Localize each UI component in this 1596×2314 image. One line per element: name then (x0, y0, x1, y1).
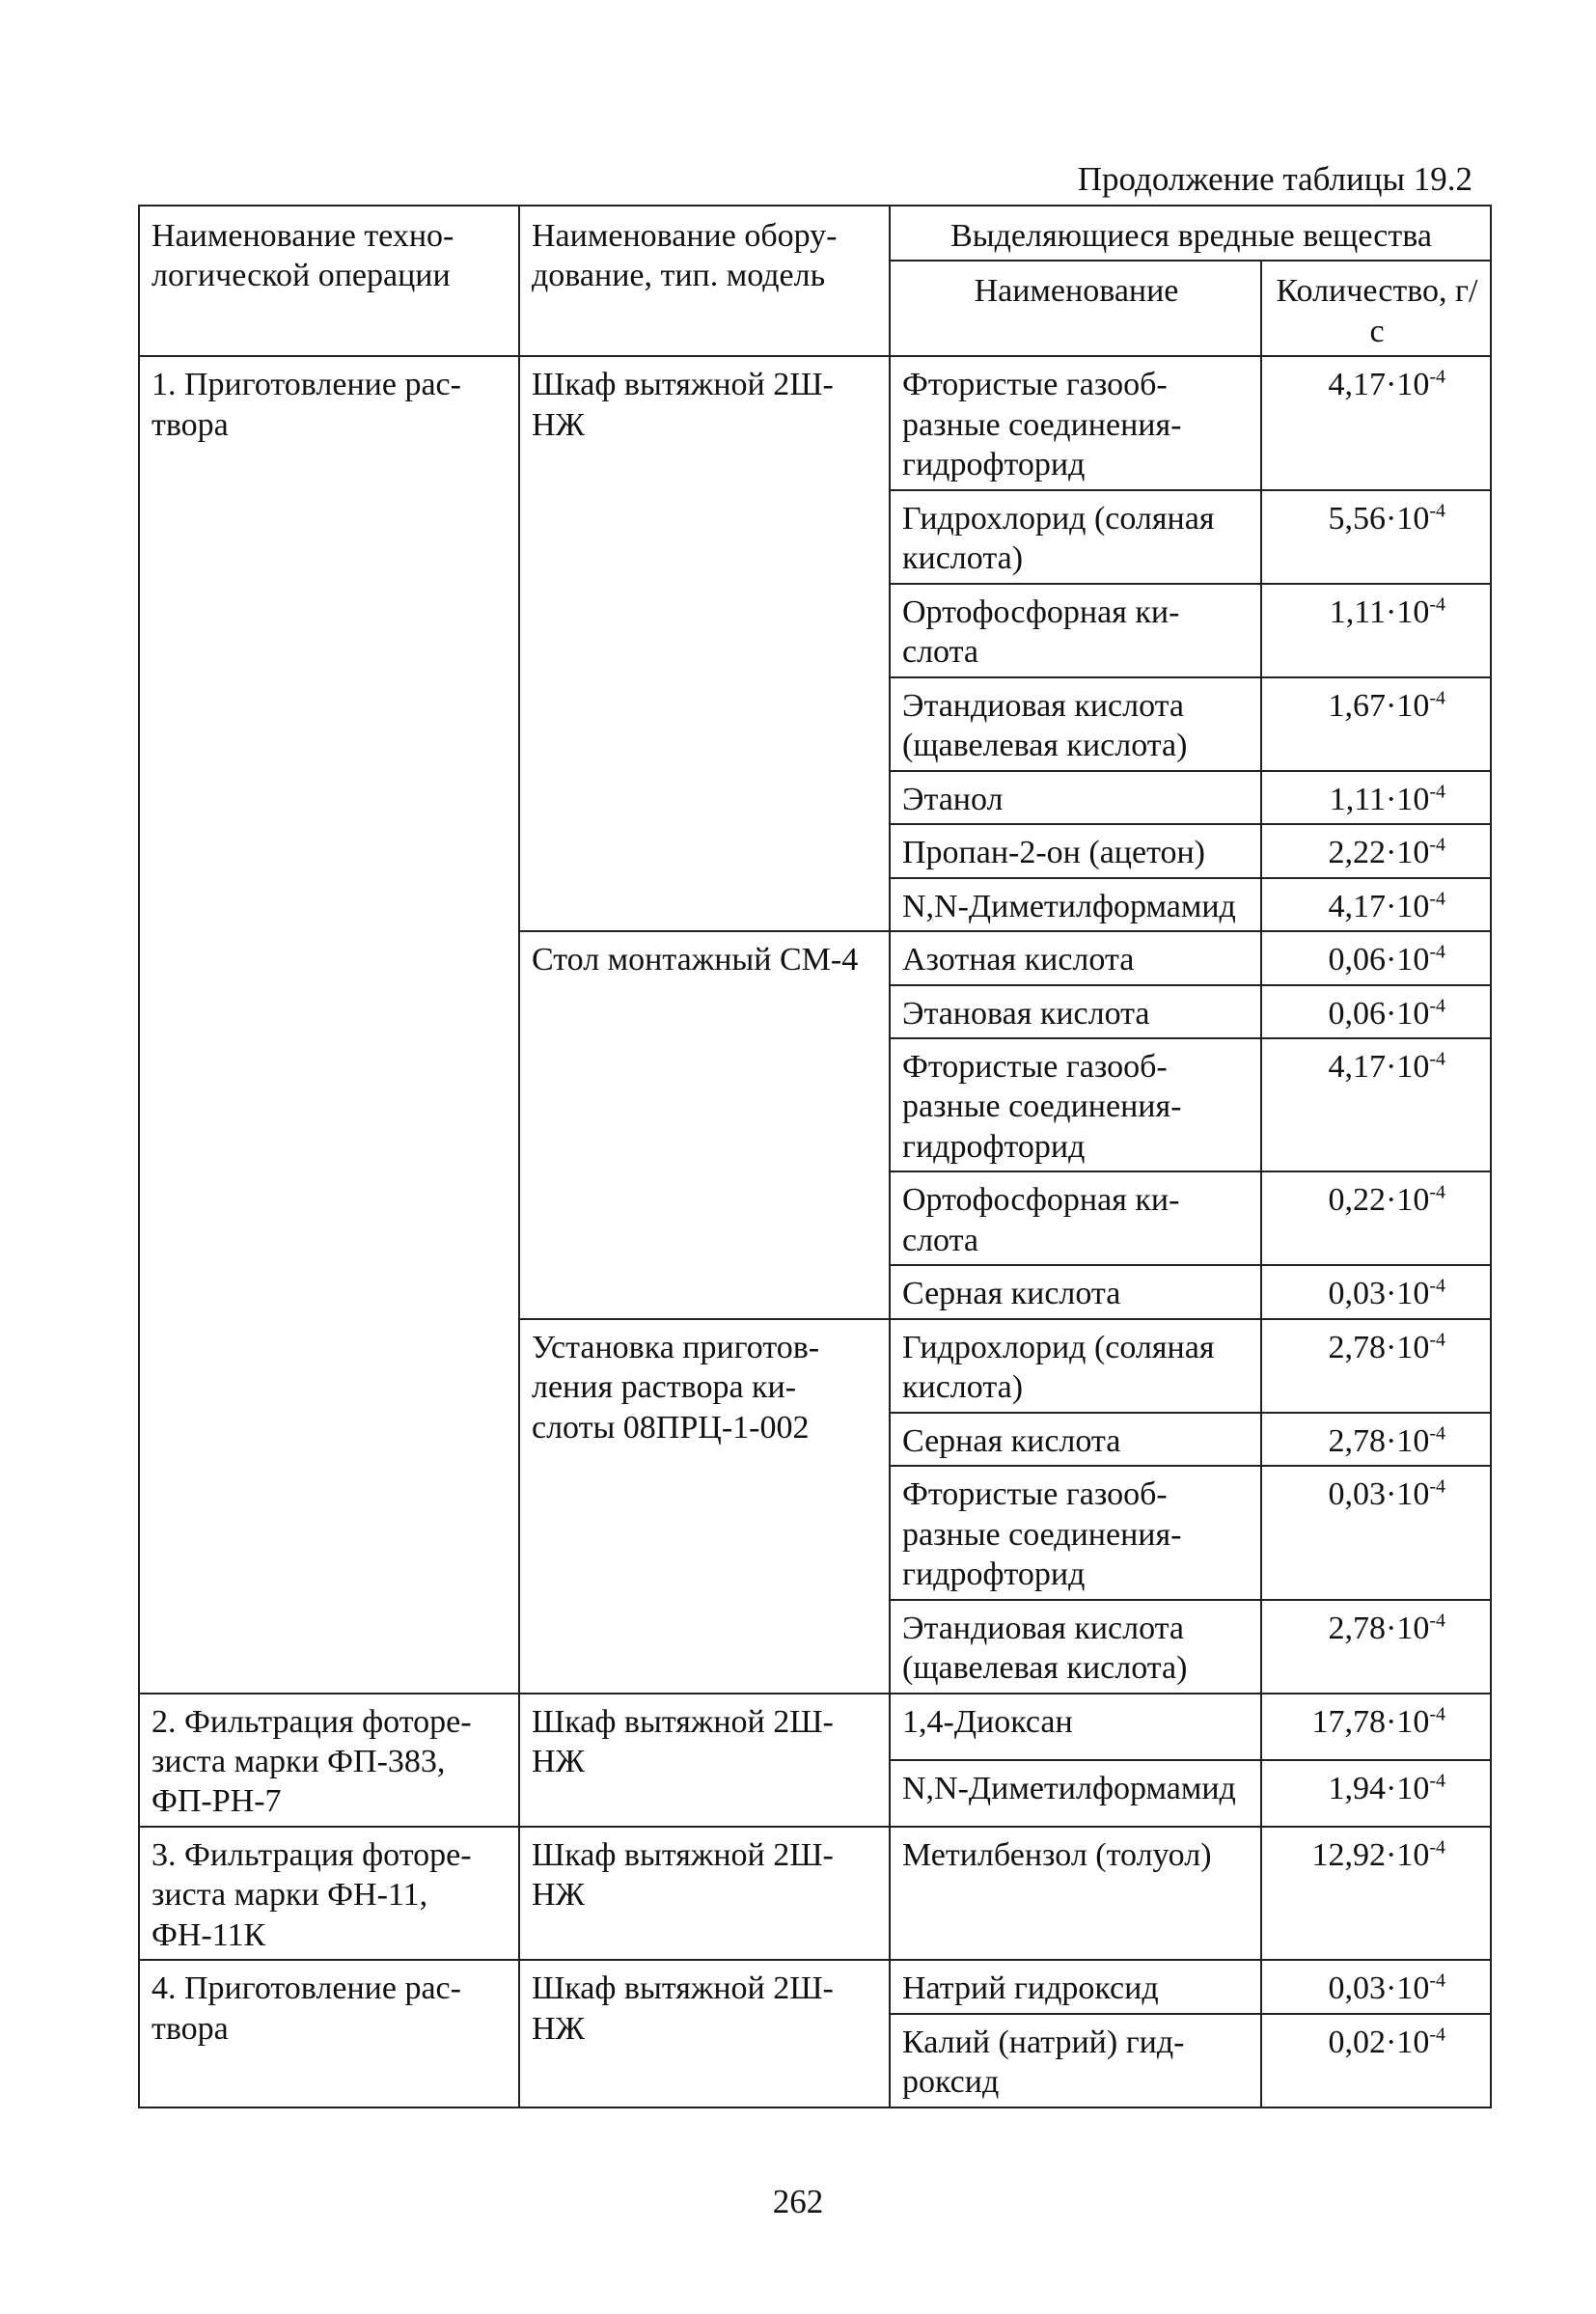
substance-cell: Этановая кислота (890, 985, 1261, 1038)
quantity-cell (1261, 931, 1491, 984)
quantity-cell (1261, 1694, 1491, 1760)
quantity-cell (1261, 1413, 1491, 1466)
quantity-base: 10 (1396, 2024, 1430, 2060)
table-row (139, 356, 1491, 489)
quantity-mantissa: 2,22 (1328, 835, 1387, 871)
multiply-dot: · (1386, 835, 1397, 871)
quantity-base: 10 (1396, 781, 1430, 817)
substance-cell: Фтористые газооб-разные соединения-гидрофторид (890, 1038, 1261, 1171)
multiply-dot: · (1386, 1182, 1397, 1219)
emissions-table (138, 205, 1492, 2108)
quantity-mantissa: 2,78 (1328, 1610, 1387, 1646)
quantity-base: 10 (1396, 687, 1430, 724)
quantity-cell (1261, 1038, 1491, 1171)
table-header (139, 206, 1491, 356)
substance-cell: Ортофосфорная ки-слота (890, 1171, 1261, 1265)
quantity-mantissa: 4,17 (1328, 1048, 1387, 1085)
quantity-mantissa: 0,03 (1328, 1970, 1387, 2007)
quantity-exponent: -4 (1429, 1329, 1446, 1351)
substance-cell: Азотная кислота (890, 931, 1261, 984)
substance-cell: Метилбензол (толуол) (890, 1827, 1261, 1960)
quantity-cell (1261, 1466, 1491, 1599)
quantity-exponent: -4 (1429, 1275, 1446, 1297)
table-row (139, 1960, 1491, 2013)
substance-cell: Калий (натрий) гид-роксид (890, 2014, 1261, 2107)
multiply-dot: · (1386, 500, 1397, 537)
multiply-dot: · (1386, 1770, 1397, 1806)
quantity-base: 10 (1396, 1610, 1430, 1646)
substance-cell: Этандиовая кислота (щавелевая кислота) (890, 677, 1261, 771)
page-number: 262 (772, 2183, 824, 2220)
substance-cell: Гидрохлорид (соляная кислота) (890, 490, 1261, 584)
substance-cell: Серная кислота (890, 1413, 1261, 1466)
quantity-base: 10 (1396, 593, 1430, 630)
multiply-dot: · (1386, 995, 1397, 1032)
quantity-mantissa: 0,22 (1328, 1182, 1387, 1219)
quantity-base: 10 (1396, 888, 1430, 924)
quantity-exponent: -4 (1429, 1182, 1446, 1204)
quantity-base: 10 (1396, 500, 1430, 537)
quantity-mantissa: 0,06 (1328, 942, 1387, 978)
quantity-base: 10 (1396, 1276, 1430, 1312)
equipment-cell: Шкаф вытяжной 2Ш-НЖ (519, 1827, 890, 1960)
quantity-mantissa: 12,92 (1311, 1836, 1387, 1873)
quantity-cell (1261, 824, 1491, 877)
quantity-mantissa: 0,03 (1328, 1476, 1387, 1513)
table-row (139, 1694, 1491, 1760)
header-operation: Наименование техно-логической операции (139, 206, 519, 356)
quantity-mantissa: 0,02 (1328, 2024, 1387, 2060)
quantity-mantissa: 0,06 (1328, 995, 1387, 1032)
quantity-exponent: -4 (1429, 834, 1446, 856)
multiply-dot: · (1386, 781, 1397, 817)
quantity-exponent: -4 (1429, 2024, 1446, 2046)
quantity-cell (1261, 1827, 1491, 1960)
quantity-base: 10 (1396, 835, 1430, 871)
quantity-mantissa: 5,56 (1328, 500, 1387, 537)
substance-cell: Фтористые газооб-разные соединения-гидрофторид (890, 1466, 1261, 1599)
quantity-exponent: -4 (1429, 1703, 1446, 1725)
substance-cell: Серная кислота (890, 1265, 1261, 1318)
equipment-cell: Шкаф вытяжной 2Ш-НЖ (519, 356, 890, 931)
multiply-dot: · (1386, 687, 1397, 724)
table-caption: Продолжение таблицы 19.2 (1077, 160, 1472, 198)
quantity-exponent: -4 (1429, 1770, 1446, 1792)
multiply-dot: · (1386, 942, 1397, 978)
quantity-base: 10 (1396, 1422, 1430, 1459)
quantity-exponent: -4 (1429, 995, 1446, 1017)
substance-cell: Фтористые газооб-разные соединения-гидрофторид (890, 356, 1261, 489)
substance-cell: Этандиовая кислота (щавелевая кислота) (890, 1600, 1261, 1694)
substance-cell: Гидрохлорид (соляная кислота) (890, 1319, 1261, 1413)
quantity-mantissa: 4,17 (1328, 888, 1387, 924)
quantity-mantissa: 1,94 (1328, 1770, 1387, 1806)
multiply-dot: · (1386, 1610, 1397, 1646)
quantity-cell (1261, 1265, 1491, 1318)
quantity-base: 10 (1396, 1836, 1430, 1873)
quantity-cell (1261, 356, 1491, 489)
quantity-exponent: -4 (1429, 888, 1446, 910)
header-substances: Выделяющиеся вредные вещества (890, 206, 1491, 261)
quantity-base: 10 (1396, 1970, 1430, 2007)
quantity-cell (1261, 878, 1491, 931)
quantity-exponent: -4 (1429, 1475, 1446, 1498)
quantity-exponent: -4 (1429, 1610, 1446, 1632)
quantity-cell (1261, 1960, 1491, 2013)
table-body (139, 356, 1491, 2107)
equipment-cell: Шкаф вытяжной 2Ш-НЖ (519, 1694, 890, 1827)
operation-cell: 3. Фильтрация фоторе-зиста марки ФН-11, ФН-11К (139, 1827, 519, 1960)
quantity-mantissa: 2,78 (1328, 1329, 1387, 1365)
quantity-exponent: -4 (1429, 1422, 1446, 1445)
substance-cell: Натрий гидроксид (890, 1960, 1261, 2013)
table-row (139, 1827, 1491, 1960)
quantity-cell (1261, 771, 1491, 824)
operation-cell: 1. Приготовление рас-твора (139, 356, 519, 1693)
quantity-base: 10 (1396, 1476, 1430, 1513)
multiply-dot: · (1386, 1836, 1397, 1873)
multiply-dot: · (1386, 1329, 1397, 1365)
quantity-base: 10 (1396, 1182, 1430, 1219)
multiply-dot: · (1386, 593, 1397, 630)
quantity-base: 10 (1396, 942, 1430, 978)
quantity-base: 10 (1396, 367, 1430, 403)
substance-cell: Этанол (890, 771, 1261, 824)
quantity-cell (1261, 1600, 1491, 1694)
quantity-mantissa: 1,11 (1329, 781, 1387, 817)
multiply-dot: · (1386, 1422, 1397, 1459)
equipment-cell: Стол монтажный СМ-4 (519, 931, 890, 1319)
quantity-cell (1261, 985, 1491, 1038)
quantity-exponent: -4 (1429, 367, 1446, 389)
header-name: Наименование (890, 261, 1261, 356)
equipment-cell: Установка приготов-ления раствора ки-слоты 08ПРЦ-1-002 (519, 1319, 890, 1694)
quantity-cell (1261, 1171, 1491, 1265)
quantity-cell (1261, 2014, 1491, 2107)
quantity-exponent: -4 (1429, 941, 1446, 963)
quantity-mantissa: 17,78 (1311, 1703, 1387, 1740)
quantity-exponent: -4 (1429, 687, 1446, 709)
quantity-mantissa: 1,11 (1329, 593, 1387, 630)
quantity-mantissa: 2,78 (1328, 1422, 1387, 1459)
quantity-cell (1261, 584, 1491, 677)
multiply-dot: · (1386, 1476, 1397, 1513)
substance-cell: Пропан-2-он (ацетон) (890, 824, 1261, 877)
quantity-base: 10 (1396, 1770, 1430, 1806)
operation-cell: 2. Фильтрация фоторе-зиста марки ФП-383, ФП-РН-7 (139, 1694, 519, 1827)
quantity-base: 10 (1396, 1703, 1430, 1740)
multiply-dot: · (1386, 2024, 1397, 2060)
multiply-dot: · (1386, 1703, 1397, 1740)
quantity-exponent: -4 (1429, 500, 1446, 522)
equipment-cell: Шкаф вытяжной 2Ш-НЖ (519, 1960, 890, 2107)
multiply-dot: · (1386, 367, 1397, 403)
header-quantity: Количество, г/с (1261, 261, 1491, 356)
multiply-dot: · (1386, 1970, 1397, 2007)
multiply-dot: · (1386, 1048, 1397, 1085)
quantity-base: 10 (1396, 1329, 1430, 1365)
quantity-mantissa: 1,67 (1328, 687, 1387, 724)
quantity-base: 10 (1396, 995, 1430, 1032)
header-equipment: Наименование обору-дование, тип. модель (519, 206, 890, 356)
quantity-cell (1261, 1319, 1491, 1413)
quantity-cell (1261, 1760, 1491, 1827)
substance-cell: Ортофосфорная ки-слота (890, 584, 1261, 677)
substance-cell: N,N-Диметилформамид (890, 878, 1261, 931)
quantity-exponent: -4 (1429, 593, 1446, 616)
quantity-cell (1261, 677, 1491, 771)
operation-cell: 4. Приготовление рас-твора (139, 1960, 519, 2107)
quantity-cell (1261, 490, 1491, 584)
quantity-mantissa: 4,17 (1328, 367, 1387, 403)
quantity-exponent: -4 (1429, 1836, 1446, 1859)
multiply-dot: · (1386, 1276, 1397, 1312)
quantity-exponent: -4 (1429, 781, 1446, 803)
quantity-base: 10 (1396, 1048, 1430, 1085)
substance-cell: N,N-Диметилформамид (890, 1760, 1261, 1827)
quantity-exponent: -4 (1429, 1970, 1446, 1993)
quantity-exponent: -4 (1429, 1048, 1446, 1070)
quantity-mantissa: 0,03 (1328, 1276, 1387, 1312)
substance-cell: 1,4-Диоксан (890, 1694, 1261, 1760)
multiply-dot: · (1386, 888, 1397, 924)
